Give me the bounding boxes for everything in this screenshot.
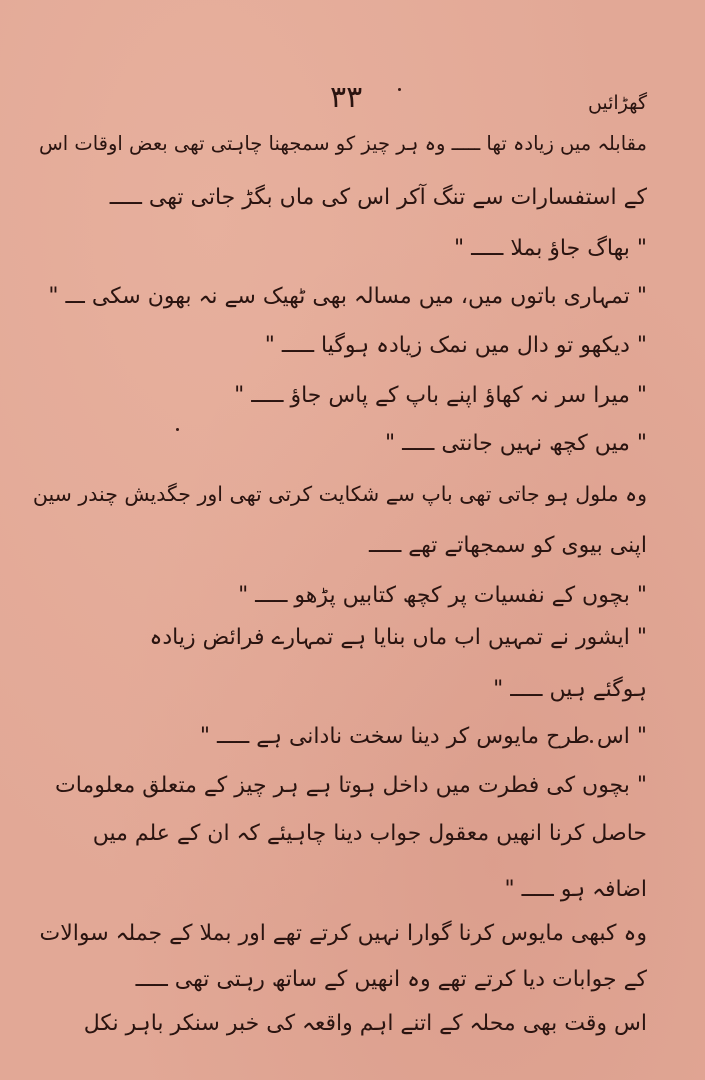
text-line: " بھاگ جاؤ بملا ـــــ " bbox=[454, 236, 647, 261]
ink-speck bbox=[176, 428, 179, 431]
text-line: " میرا سر نہ کھاؤ اپنے باپ کے پاس جاؤ ـــــ " bbox=[234, 383, 647, 408]
text-line: مقابلہ میں زیادہ تھا ـــــ وہ ہر چیز کو سمجھنا چاہتی تھی بعض اوقات اس bbox=[38, 132, 647, 155]
text-line: " میں کچھ نہیں جانتی ـــــ " bbox=[385, 431, 647, 456]
text-line: " اس طرح مایوس کر دینا سخت نادانی ہے ـــــ " bbox=[199, 724, 647, 749]
text-line: وہ ملول ہو جاتی تھی باپ سے شکایت کرتی تھی اور جگدیش چندر سین bbox=[32, 482, 647, 506]
page-number: ۳۳ bbox=[330, 80, 363, 115]
text-line: " دیکھو تو دال میں نمک زیادہ ہوگیا ـــــ " bbox=[264, 333, 647, 358]
text-line: کے استفسارات سے تنگ آکر اس کی ماں بگڑ جاتی تھی ـــــ bbox=[109, 185, 647, 210]
text-line: ہوگئے ہیں ـــــ " bbox=[493, 677, 647, 702]
text-line: اضافہ ہو ـــــ " bbox=[504, 877, 647, 902]
text-line: اس وقت بھی محلہ کے اتنے اہم واقعہ کی خبر سنکر باہر نکل bbox=[83, 1011, 647, 1036]
ink-speck bbox=[398, 88, 401, 91]
text-line: وہ کبھی مایوس کرنا گوارا نہیں کرتے تھے اور بملا کے جملہ سوالات bbox=[39, 921, 647, 946]
text-line: کے جوابات دیا کرتے تھے وہ انھیں کے ساتھ رہتی تھی ـــــ bbox=[135, 967, 647, 992]
text-line: " بچوں کے نفسیات پر کچھ کتابیں پڑھو ـــــ " bbox=[238, 583, 647, 608]
text-line: اپنی بیوی کو سمجھاتے تھے ـــــ bbox=[369, 533, 647, 558]
text-line: " تمہاری باتوں میں، میں مسالہ بھی ٹھیک سے نہ بھون سکی ـــ " bbox=[48, 284, 647, 309]
text-line: " بچوں کی فطرت میں داخل ہوتا ہے ہر چیز کے متعلق معلومات bbox=[55, 773, 647, 798]
text-line: " ایشور نے تمہیں اب ماں بنایا ہے تمہارے فرائض زیادہ bbox=[149, 625, 647, 650]
running-head: گھڑائیں bbox=[587, 92, 647, 114]
text-line: حاصل کرنا انھیں معقول جواب دینا چاہیئے کہ ان کے علم میں bbox=[92, 821, 647, 846]
